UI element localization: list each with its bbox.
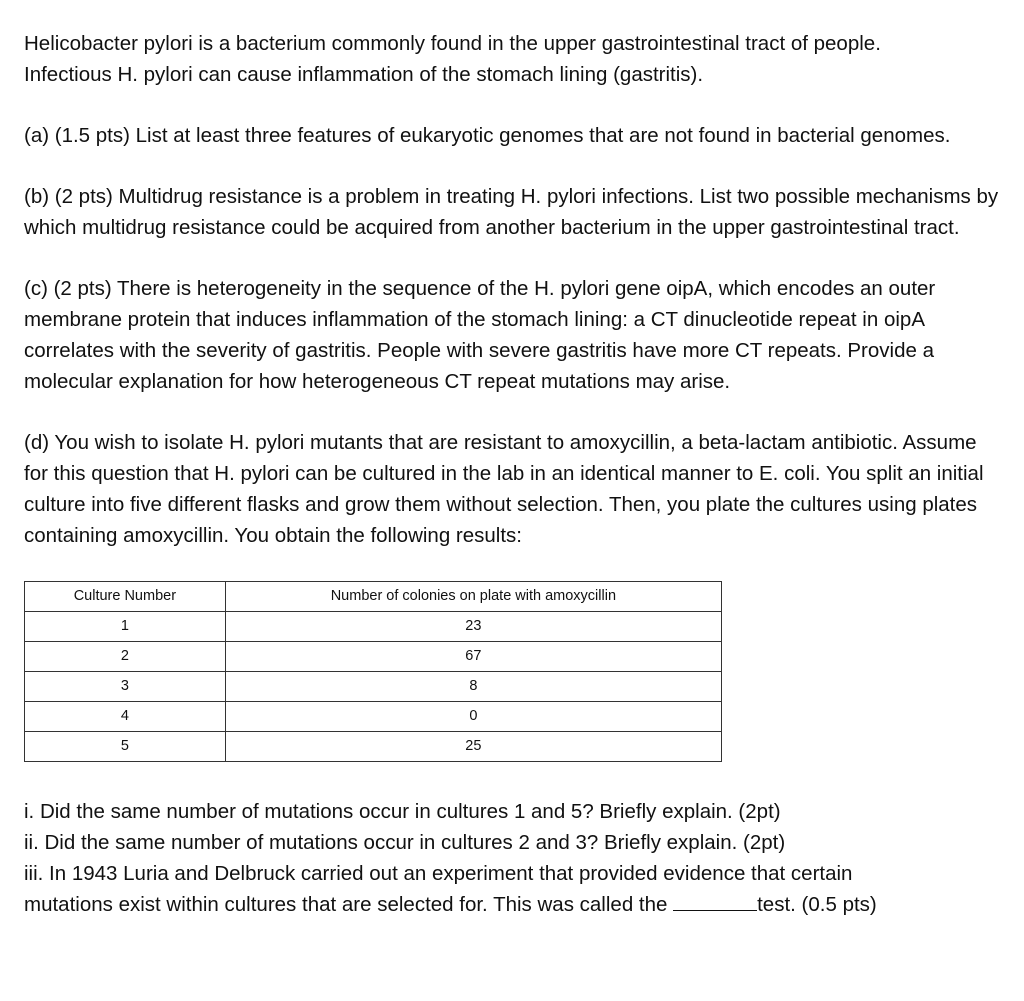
document-body — [24, 28, 1004, 920]
intro-paragraph — [24, 28, 1004, 90]
culture-number-cell: 2 — [25, 642, 226, 672]
question-b: (b) (2 pts) Multidrug resistance is a problem in treating H. pylori infections. List two possible mechanisms by which multidrug resistance could be acquired from another bacterium in the upper gastrointestinal tract. — [24, 185, 999, 239]
subquestion-iii-line-1: iii. In 1943 Luria and Delbruck carried out an experiment that provided evidence that certain — [24, 862, 853, 885]
culture-number-cell: 3 — [25, 672, 226, 702]
table-row — [25, 642, 722, 672]
culture-number-cell: 1 — [25, 612, 226, 642]
question-d: (d) You wish to isolate H. pylori mutants that are resistant to amoxycillin, a beta-lactam antibiotic. Assume for this question that H. pylori can be cultured in the lab in an identical manner to E. coli. You split an initial culture into five different flasks and grow them without selection. Then, you plate the cultures using plates containing amoxycillin. You obtain the following results: — [24, 431, 984, 547]
question-a: (a) (1.5 pts) List at least three features of eukaryotic genomes that are not found in bacterial genomes. — [24, 124, 951, 147]
colony-count-cell: 23 — [225, 612, 721, 642]
table-row — [25, 702, 722, 732]
subquestion-i: i. Did the same number of mutations occur in cultures 1 and 5? Briefly explain. (2pt) — [24, 800, 781, 823]
table-row — [25, 732, 722, 762]
colony-count-cell: 67 — [225, 642, 721, 672]
table-header-row — [25, 582, 722, 612]
subquestion-iii-line-2 — [24, 889, 1004, 920]
question-c: (c) (2 pts) There is heterogeneity in the sequence of the H. pylori gene oipA, which encodes an outer membrane protein that induces inflammation of the stomach lining: a CT dinucleotide repeat in oipA correlates with the severity of gastritis. People with severe gastritis have more CT repeats. Provide a molecular explanation for how heterogeneous CT repeat mutations may arise. — [24, 277, 936, 393]
colony-count-cell: 0 — [225, 702, 721, 732]
results-table-container — [24, 581, 1004, 762]
results-table — [24, 581, 722, 762]
intro-line-1: Helicobacter pylori is a bacterium commonly found in the upper gastrointestinal tract of people. — [24, 32, 881, 55]
subquestion-iii-suffix: test. (0.5 pts) — [757, 893, 877, 916]
header-colony-count: Number of colonies on plate with amoxycillin — [225, 582, 721, 612]
subquestion-ii: ii. Did the same number of mutations occur in cultures 2 and 3? Briefly explain. (2pt) — [24, 831, 786, 854]
table-row — [25, 672, 722, 702]
intro-line-2: Infectious H. pylori can cause inflammation of the stomach lining (gastritis). — [24, 63, 704, 86]
culture-number-cell: 5 — [25, 732, 226, 762]
answer-blank — [673, 890, 757, 911]
colony-count-cell: 25 — [225, 732, 721, 762]
header-culture-number: Culture Number — [25, 582, 226, 612]
subquestion-iii-text: mutations exist within cultures that are selected for. This was called the — [24, 893, 674, 916]
colony-count-cell: 8 — [225, 672, 721, 702]
table-row — [25, 612, 722, 642]
culture-number-cell: 4 — [25, 702, 226, 732]
subquestions — [24, 796, 1004, 920]
